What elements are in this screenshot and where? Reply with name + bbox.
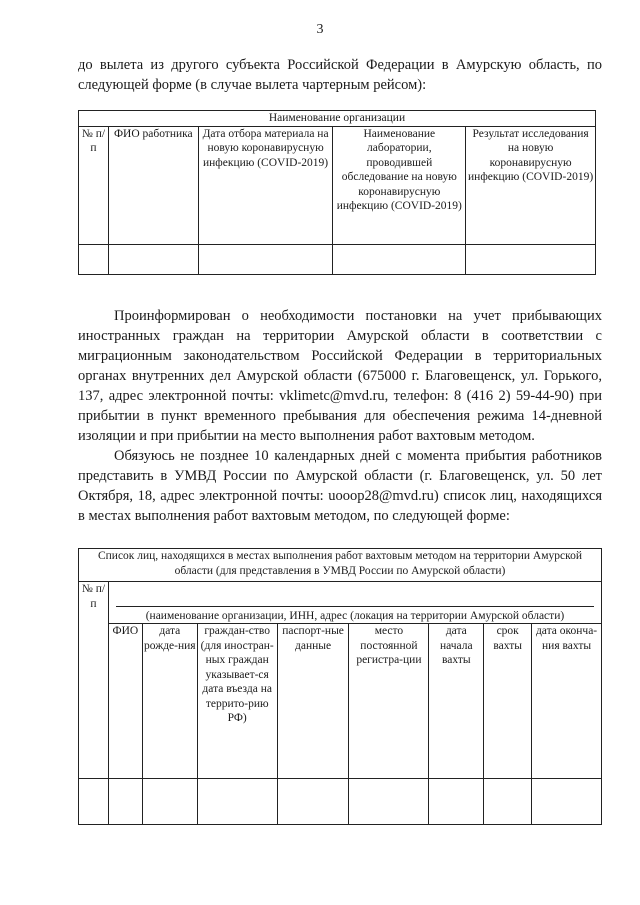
paragraph-obligation bbox=[78, 446, 602, 526]
paragraph-obligation-text: Обязуюсь не позднее 10 календарных дней с момента прибытия работников представить в УМВД России по Амурской области (г. Благовещенск, ул. 50 лет Октября, 18, адрес электронной почты: uooop28@mvd.ru) список лиц, находящихся в местах выполнения работ вахтовым методом, по следующей форме: bbox=[78, 448, 602, 524]
paragraph-notification-text: Проинформирован о необходимости постановки на учет прибывающих иностранных граждан на территории Амурской области в соответствии с миграционным законодательством Российской Федерации в территориальных органах внутренних дел Амурской области (675000 г. Благовещенск, ул. Горького, 137, адрес электронной почты: vklimetc@mvd.ru, телефон: 8 (416 2) 59-44-90) при прибытии в пункт временного пребывания для обеспечения режима 14-дневной изоляции и при прибытии на место выполнения работ вахтовым методом. bbox=[78, 308, 602, 444]
table2-title: Список лиц, находящихся в местах выполнения работ вахтовым методом на территории Амурской области (для представления в УМВД России по Амурской области) bbox=[79, 549, 602, 582]
intro-text: до вылета из другого субъекта Российской Федерации в Амурскую область, по следующей форме (в случае вылета чартерным рейсом): bbox=[78, 57, 602, 93]
table1-title: Наименование организации bbox=[79, 111, 596, 127]
shift-workers-table bbox=[78, 548, 602, 825]
table1-header-sample-date: Дата отбора материала на новую коронавирусную инфекцию (COVID-2019) bbox=[198, 126, 333, 244]
table1-header-result: Результат исследования на новую коронавирусную инфекцию (COVID-2019) bbox=[466, 126, 596, 244]
table2-header-shift-term: срок вахты bbox=[484, 624, 532, 779]
table2-header-citizenship: граждан-ство (для иностран-ных граждан указывает-ся дата въезда на террито-рию РФ) bbox=[197, 624, 277, 779]
table2-header-shift-end: дата оконча-ния вахты bbox=[532, 624, 602, 779]
paragraph-notification bbox=[78, 306, 602, 446]
table2-empty-row bbox=[79, 779, 602, 825]
organization-name-underline bbox=[116, 604, 594, 607]
table1-header-laboratory: Наименование лаборатории, проводившей обследование на новую коронавирусную инфекцию (COVID-2019) bbox=[333, 126, 466, 244]
table2-header-name: ФИО bbox=[108, 624, 142, 779]
table2-header-shift-start: дата начала вахты bbox=[429, 624, 484, 779]
table1-header-number: № п/п bbox=[79, 126, 109, 244]
table2-header-birth-date: дата рожде-ния bbox=[142, 624, 197, 779]
table2-header-passport: паспорт-ные данные bbox=[277, 624, 349, 779]
table2-organization-caption: (наименование организации, ИНН, адрес (локация на территории Амурской области) bbox=[145, 609, 565, 622]
table2-header-number: № п/ п bbox=[79, 582, 109, 779]
covid-test-table bbox=[78, 110, 596, 275]
table1-empty-row bbox=[79, 244, 596, 274]
table2-header-registration: место постоянной регистра-ции bbox=[349, 624, 429, 779]
table2-organization-cell bbox=[108, 582, 601, 624]
table1-header-name: ФИО работника bbox=[108, 126, 198, 244]
page-number: 3 bbox=[316, 22, 324, 37]
